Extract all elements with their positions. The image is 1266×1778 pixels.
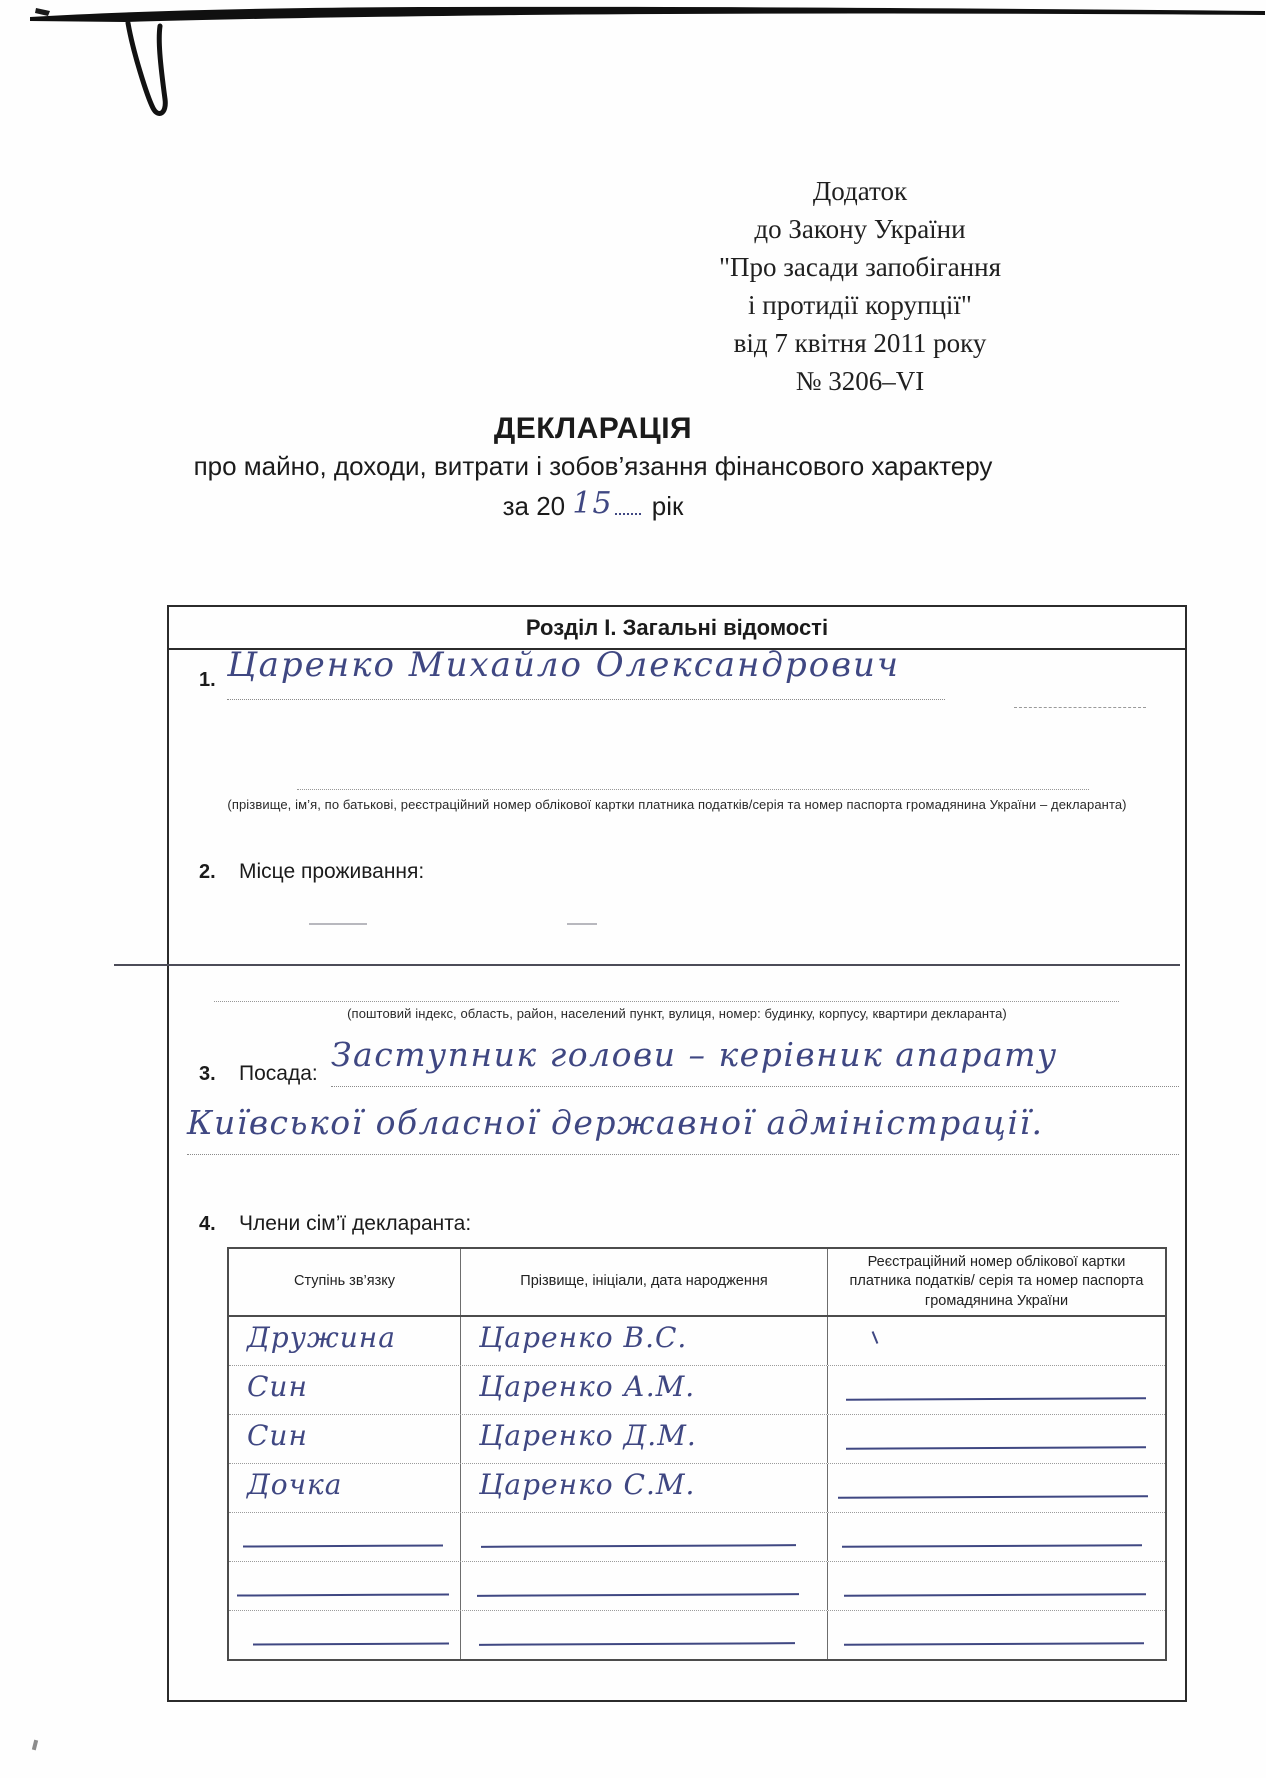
table-header-row: [229, 1249, 1165, 1317]
table-row-empty: [229, 1562, 1165, 1611]
ink-dash-mark: [846, 1446, 1146, 1450]
ink-dash-mark: [477, 1593, 799, 1597]
ink-dash-mark: [838, 1495, 1148, 1499]
year-dotted-blank: [615, 495, 641, 515]
item-2-ruled-line: [214, 1001, 1119, 1002]
ref-line: і протидії корупції": [748, 290, 972, 320]
ref-line: від 7 квітня 2011 року: [733, 328, 987, 358]
ref-line: Додаток: [812, 176, 908, 206]
section-1-heading: Розділ I. Загальні відомості: [169, 607, 1185, 650]
year-suffix: рік: [651, 491, 684, 521]
ink-dash-mark: [844, 1642, 1144, 1646]
item-4-number: 4.: [199, 1213, 216, 1235]
item-4-label: Члени сім’ї декларанта:: [239, 1212, 472, 1235]
ink-dash-mark: [237, 1593, 449, 1596]
ref-line: до Закону України: [754, 214, 966, 244]
item-3-position-handwritten-line1: Заступник голови – керівник апарату: [331, 1035, 1179, 1087]
table-row: [229, 1317, 1165, 1366]
table-row: [229, 1464, 1165, 1513]
family-members-table: [227, 1247, 1167, 1661]
ink-dash-mark: [842, 1544, 1142, 1548]
relation-handwritten: Син: [247, 1370, 308, 1403]
year-handwritten: 15: [572, 486, 613, 521]
item-1-number: 1.: [199, 669, 216, 691]
declaration-year-line: [0, 488, 1186, 523]
item-1-right-blank-line: [1014, 707, 1146, 708]
item-2-faint-mark: [309, 923, 367, 925]
section-1-box: [167, 605, 1187, 1702]
col-header-tax-id: Реєстраційний номер облікової картки платника податків/ серія та номер паспорта громадянина України: [849, 1253, 1144, 1309]
item-2-label: Місце проживання:: [239, 860, 425, 883]
table-row: [229, 1366, 1165, 1415]
item-1-name-handwritten: Царенко Михайло Олександрович: [227, 645, 945, 700]
ink-dash-mark: [243, 1544, 443, 1547]
relation-handwritten: Син: [247, 1419, 308, 1452]
table-row-empty: [229, 1611, 1165, 1659]
scan-speck: [32, 1740, 38, 1751]
document-title: ДЕКЛАРАЦІЯ: [493, 412, 693, 445]
ref-line: № 3206–VI: [795, 366, 925, 396]
paperclip-mark: [128, 23, 165, 114]
name-handwritten: Царенко В.С.: [479, 1321, 688, 1354]
table-row: [229, 1415, 1165, 1464]
col-header-name: Прізвище, ініціали, дата народження: [460, 1249, 828, 1315]
item-2-faint-mark: [567, 923, 597, 925]
table-row-empty: [229, 1513, 1165, 1562]
item-3-number: 3.: [199, 1063, 216, 1085]
ink-dash-mark: [481, 1544, 796, 1548]
name-handwritten: Царенко Д.М.: [479, 1419, 697, 1452]
item-2-number: 2.: [199, 861, 216, 883]
item-1-fine-print: (прізвище, ім’я, по батькові, реєстраційний номер облікової картки платника податків/серія та номер паспорта громадянина України – декларанта): [227, 797, 1127, 812]
year-prefix: за 20: [502, 491, 566, 521]
item-2-fine-print: (поштовий індекс, область, район, населений пункт, вулиця, номер: будинку, корпусу, квартири декларанта): [347, 1006, 1007, 1021]
ink-tick-mark: [872, 1331, 879, 1344]
ink-dash-mark: [479, 1642, 795, 1646]
col-header-relation: Ступінь зв’язку: [293, 1273, 396, 1290]
item-2-address-line: [114, 964, 1180, 966]
name-handwritten: Царенко А.М.: [479, 1370, 696, 1403]
relation-handwritten: Дочка: [247, 1468, 343, 1501]
item-3-position-handwritten-line2: Київської обласної державної адміністрації.: [187, 1103, 1179, 1155]
ink-dash-mark: [253, 1642, 449, 1645]
ink-dash-mark: [846, 1397, 1146, 1401]
document-title-block: [0, 412, 1186, 523]
ink-dash-mark: [844, 1593, 1146, 1597]
relation-handwritten: Дружина: [247, 1321, 396, 1354]
ref-line: "Про засади запобігання: [718, 252, 1001, 282]
name-handwritten: Царенко С.М.: [479, 1468, 696, 1501]
item-3-label: Посада:: [239, 1062, 318, 1085]
document-subtitle: про майно, доходи, витрати і зобов’язання фінансового характеру: [193, 451, 993, 481]
item-1-ruled-line: [297, 789, 1089, 790]
law-reference-block: [640, 172, 1080, 400]
scan-edge-artifact: [0, 0, 1266, 140]
